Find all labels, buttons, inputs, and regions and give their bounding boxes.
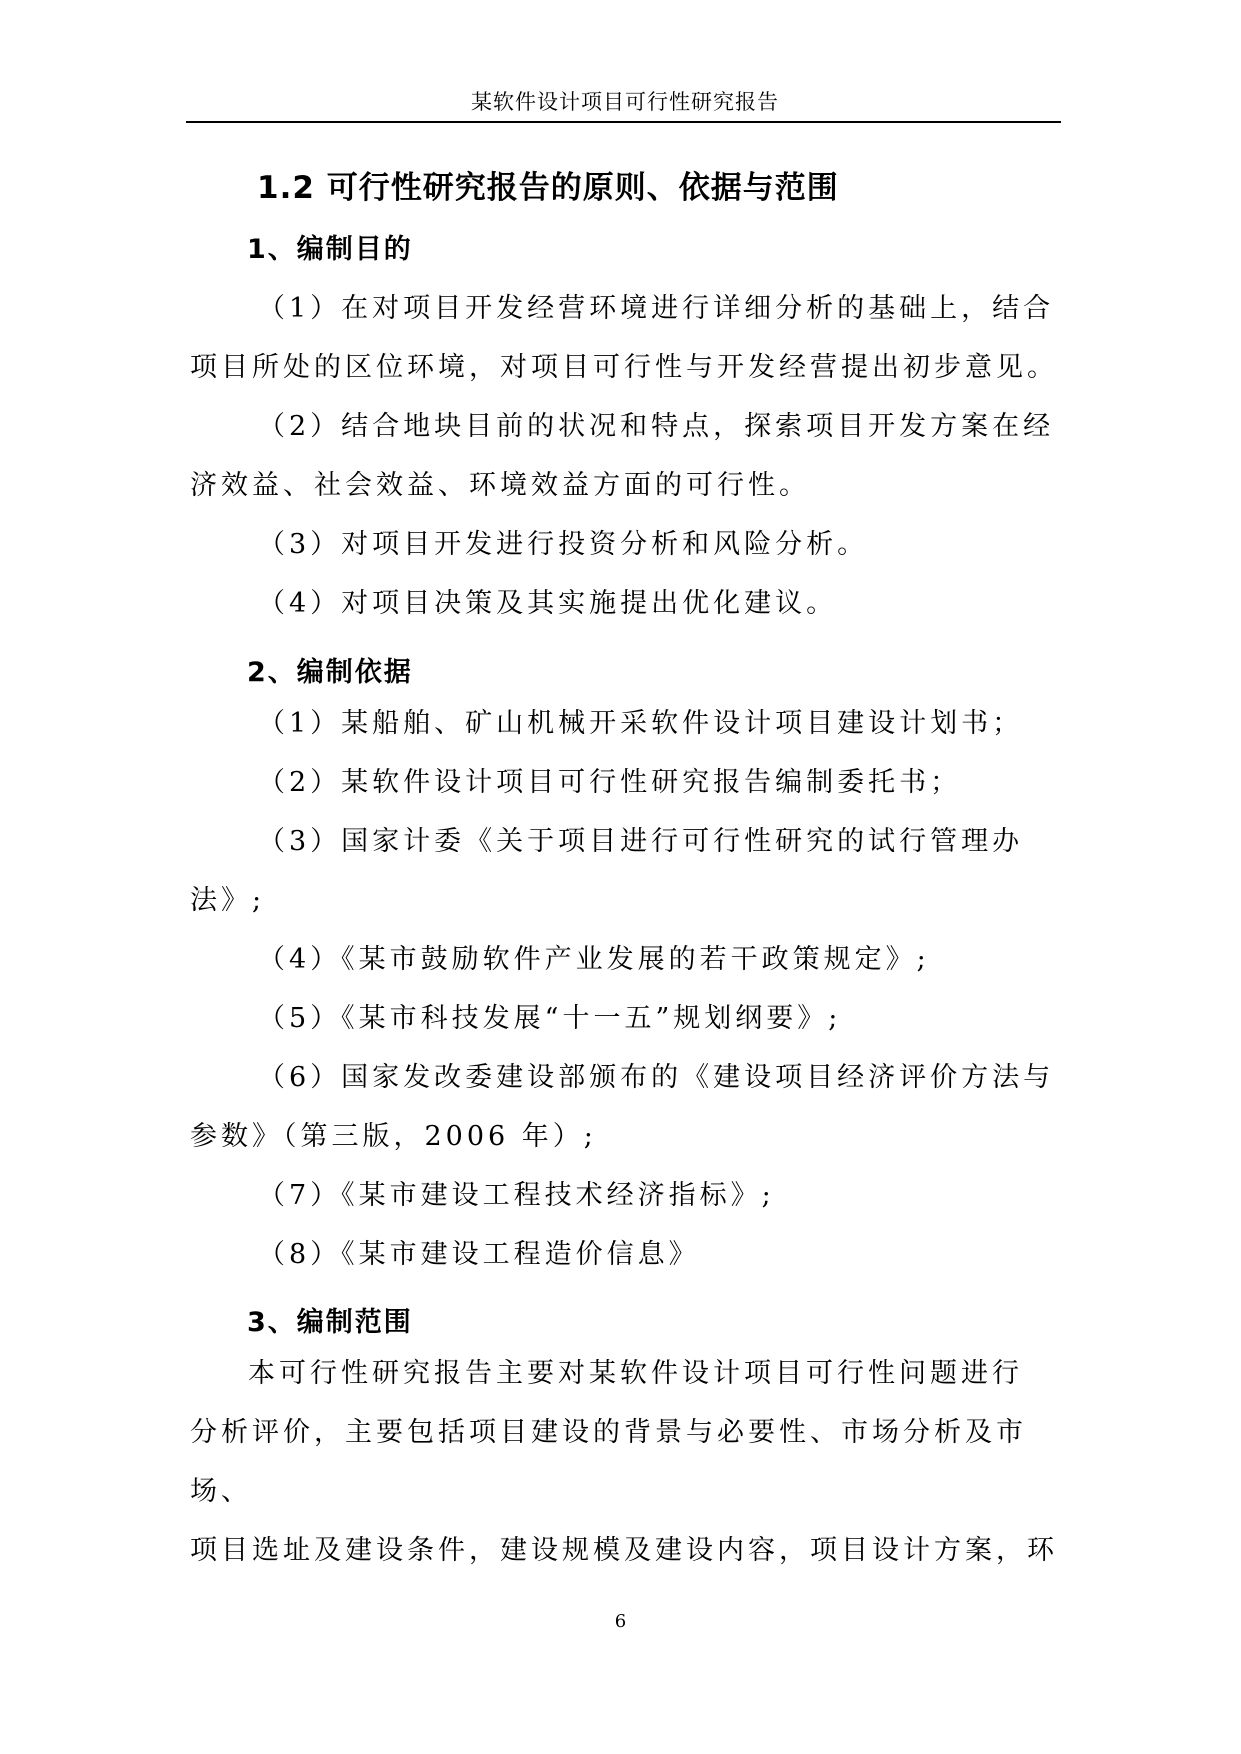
purpose-heading: 1、编制目的 — [247, 234, 413, 265]
section-title: 1.2 可行性研究报告的原则、依据与范围 — [257, 170, 839, 206]
basis-heading: 2、编制依据 — [247, 657, 413, 688]
scope-line: 本可行性研究报告主要对某软件设计项目可行性问题进行 — [248, 1358, 1023, 1389]
page-body — [190, 150, 1058, 1580]
purpose-item: （4）对项目决策及其实施提出优化建议。 — [258, 588, 838, 619]
scope-line: 分析评价，主要包括项目建设的背景与必要性、市场分析及市场、 — [190, 1417, 1027, 1507]
basis-item: （6）国家发改委建设部颁布的《建设项目经济评价方法与 参数》（第三版，2006 年）; — [190, 1062, 1055, 1152]
purpose-item: （2）结合地块目前的状况和特点，探索项目开发方案在经 济效益、社会效益、环境效益方面的可行性。 — [190, 411, 1055, 501]
basis-item: （2）某软件设计项目可行性研究报告编制委托书； — [258, 767, 962, 798]
page-number: 6 — [614, 1611, 627, 1632]
scope-heading: 3、编制范围 — [247, 1307, 413, 1338]
scope-line: 项目选址及建设条件，建设规模及建设内容，项目设计方案，环 — [190, 1535, 1058, 1566]
scope-paragraph — [190, 1344, 1058, 1580]
basis-item: （8）《某市建设工程造价信息》 — [258, 1239, 700, 1270]
basis-item: （4）《某市鼓励软件产业发展的若干政策规定》; — [258, 944, 930, 975]
purpose-item: （3）对项目开发进行投资分析和风险分析。 — [258, 529, 869, 560]
purpose-item: （1）在对项目开发经营环境进行详细分析的基础上，结合 项目所处的区位环境，对项目可行性与开发经营提出初步意见。 — [190, 293, 1058, 383]
basis-item: （1）某船舶、矿山机械开采软件设计项目建设计划书； — [258, 708, 1024, 739]
basis-item: （3）国家计委《关于项目进行可行性研究的试行管理办 法》; — [190, 826, 1024, 916]
header-rule — [186, 121, 1061, 123]
basis-list — [190, 694, 1058, 1284]
basis-item: （5）《某市科技发展“十一五”规划纲要》; — [258, 1003, 842, 1034]
running-header: 某软件设计项目可行性研究报告 — [471, 90, 779, 114]
basis-item: （7）《某市建设工程技术经济指标》; — [258, 1180, 775, 1211]
purpose-list — [190, 279, 1058, 633]
